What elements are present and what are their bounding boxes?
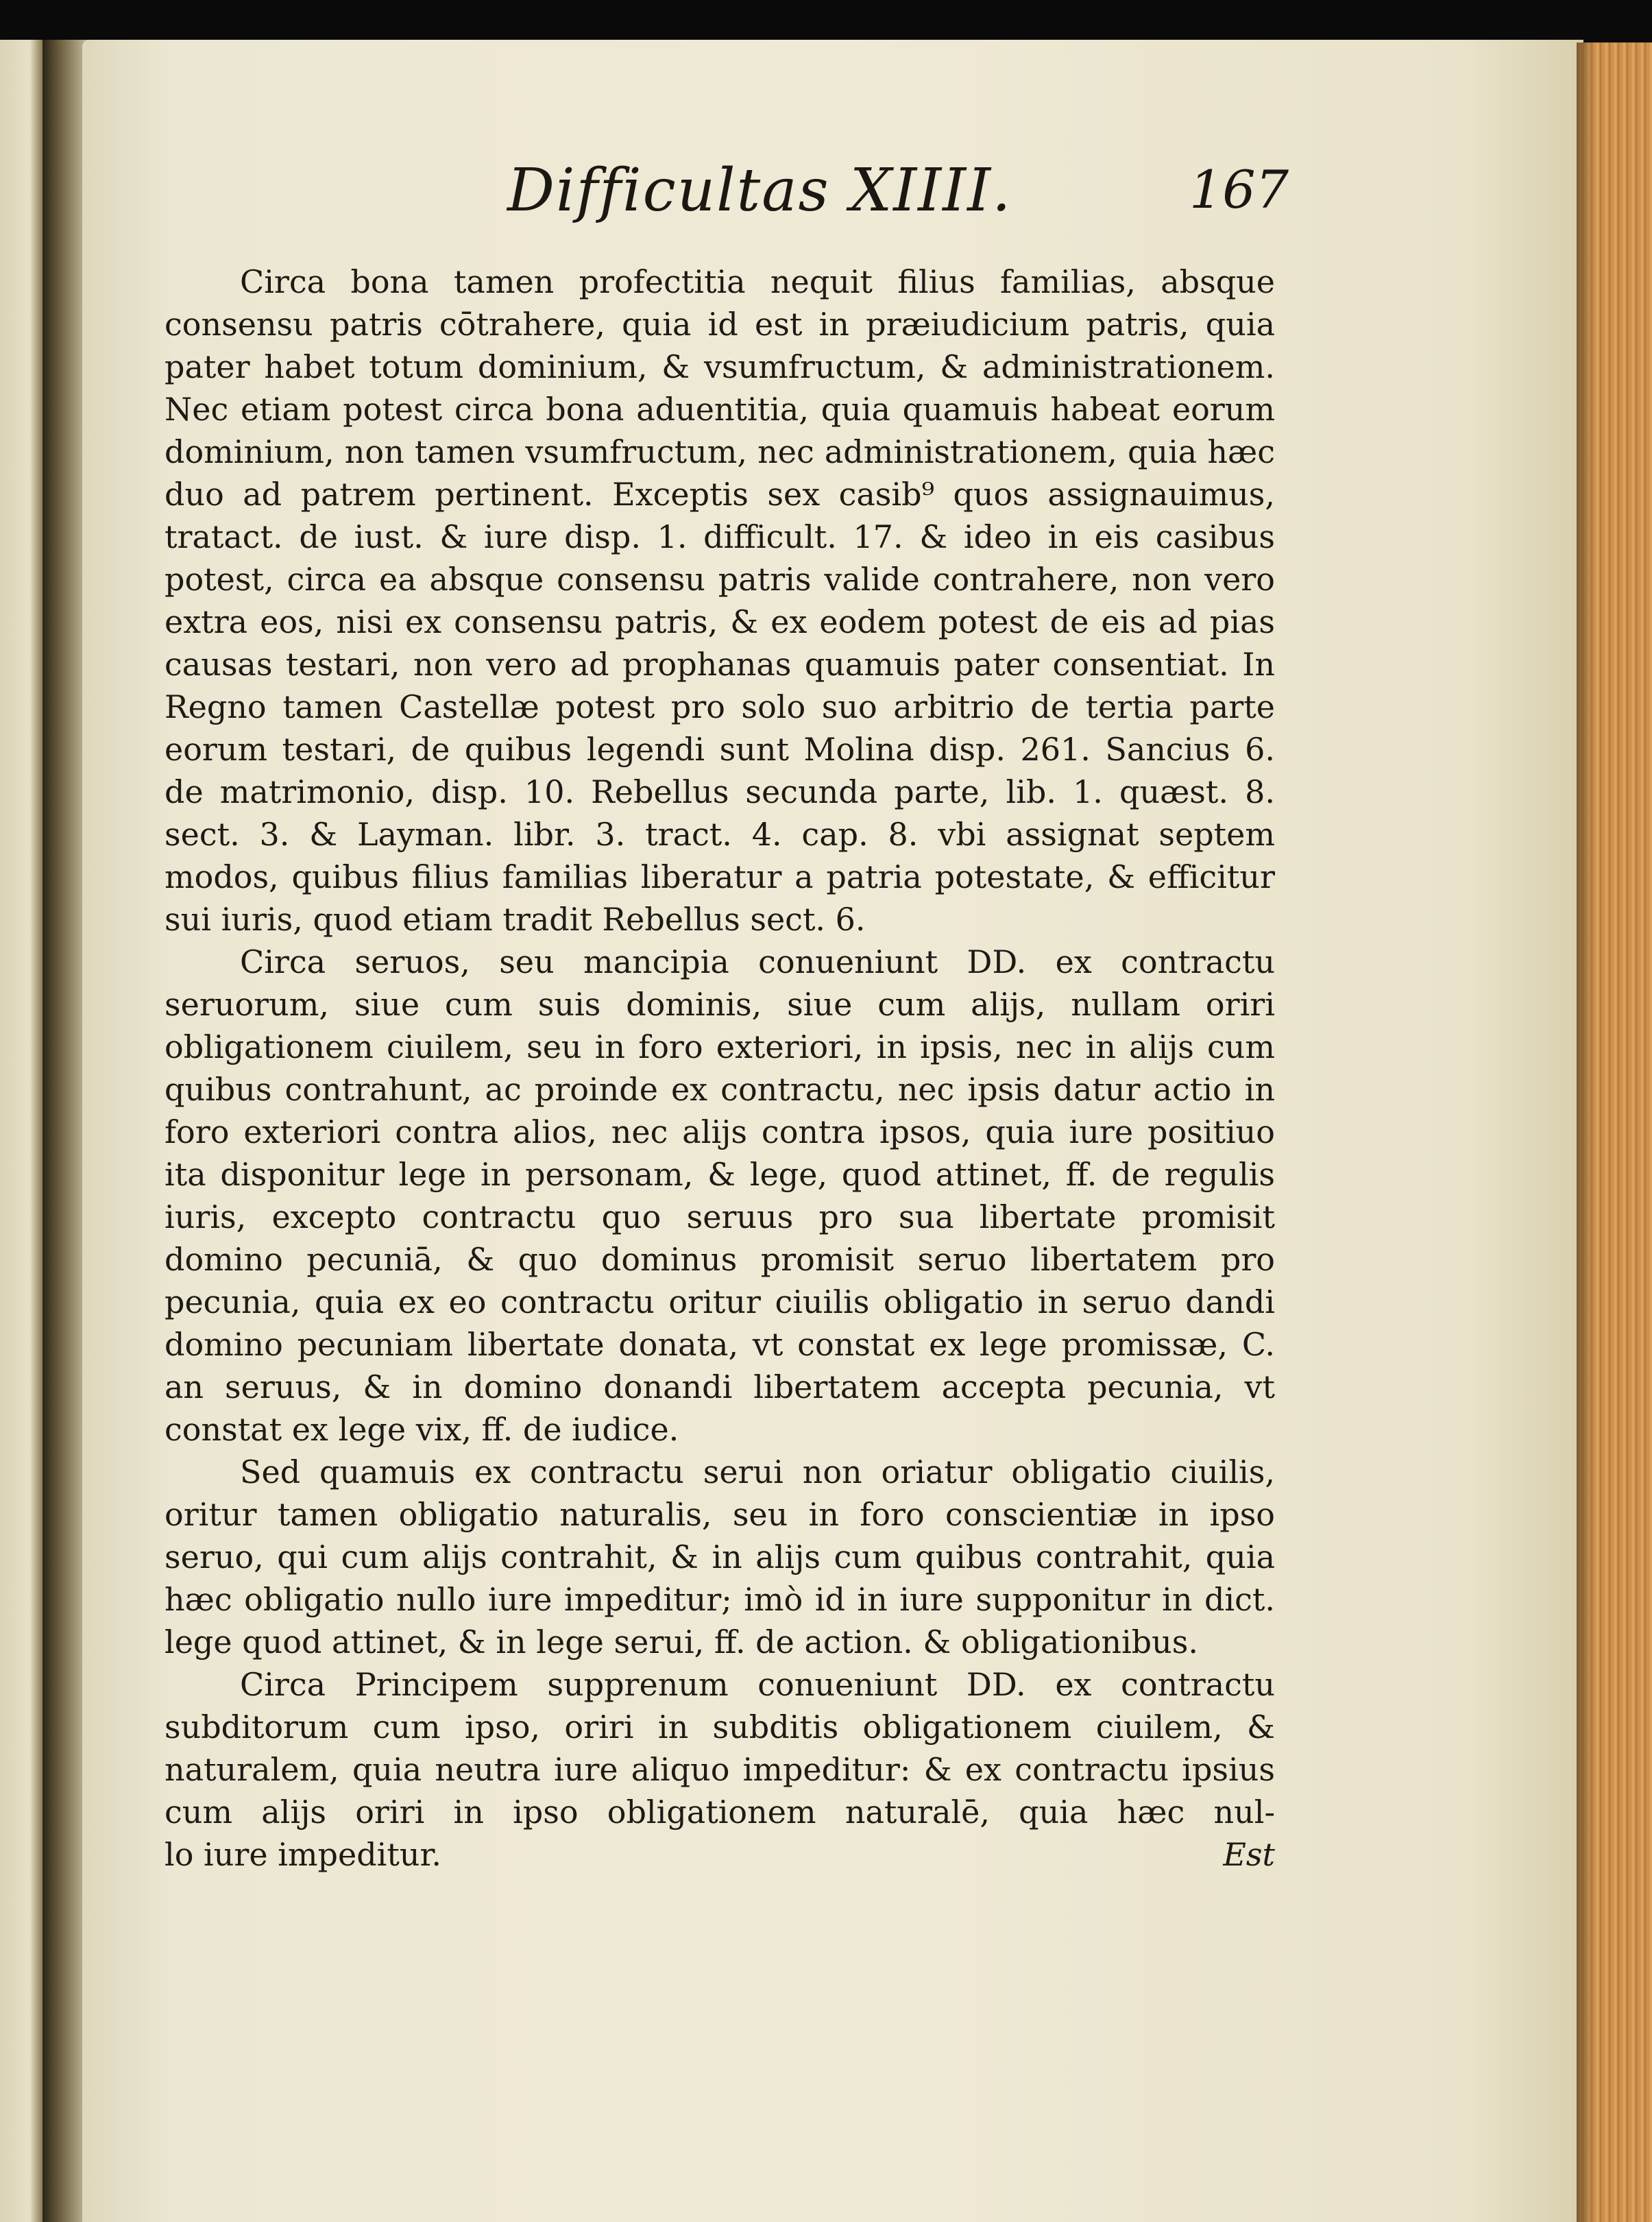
catchword: Est bbox=[1223, 1836, 1275, 1873]
page-header bbox=[507, 156, 1289, 239]
paragraph-serui: Circa seruos, seu mancipia conueniunt DD. ex contractu seruorum, siue cum suis dominis, siue cum alijs, nullam oriri obligationem ciuilem, seu in foro exteriori, in ipsis, nec in alijs cum quibus contrahunt, ac proinde ex contractu, nec ipsis datur actio in foro exteriori contra alios, nec alijs contra ipsos, quia iure positiuo ita disponitur lege in personam, & lege, quod attinet, ff. de regulis iuris, excepto contractu quo seruus pro sua libertate promisit domino pecuniā, & quo dominus promisit seruo libertatem pro pecunia, quia ex eo contractu oritur ciuilis obligatio in seruo dandi domino pecuniam libertate donata, vt constat ex lege promissæ, C. an seruus, & in domino donandi libertatem accepta pecunia, vt constat ex lege vix, ff. de iudice. bbox=[165, 943, 1275, 1448]
left-page-edge bbox=[0, 40, 42, 2222]
final-line bbox=[165, 1833, 1275, 1876]
page-edge-shadow bbox=[1577, 43, 1594, 2222]
final-line-text: lo iure impeditur. bbox=[165, 1836, 442, 1873]
page-number: 167 bbox=[1189, 159, 1289, 220]
running-title: Difficultas XIIII. bbox=[507, 156, 1012, 225]
paragraph-obligatio-naturalis: Sed quamuis ex contractu serui non oriatur obligatio ciuilis, oritur tamen obligatio naturalis, seu in foro conscientiæ in ipso seruo, qui cum alijs contrahit, & in alijs cum quibus contrahit, quia hæc obligatio nullo iure impeditur; imò id in iure supponitur in dict. lege quod attinet, & in lege serui, ff. de action. & obligationibus. bbox=[165, 1453, 1275, 1661]
body-text bbox=[165, 261, 1275, 1876]
paragraph-filius-familias: Circa bona tamen profectitia nequit filius familias, absque consensu patris cōtrahere, quia id est in præiudicium patris, quia pater habet totum dominium, & vsumfructum, & administrationem. Nec etiam potest circa bona aduentitia, quia quamuis habeat eorum dominium, non tamen vsumfructum, nec administrationem, quia hæc duo ad patrem pertinent. Exceptis sex casib⁹ quos assignauimus, tratact. de iust. & iure disp. 1. difficult. 17. & ideo in eis casibus potest, circa ea absque consensu patris valide contrahere, non vero extra eos, nisi ex consensu patris, & ex eodem potest de eis ad pias causas testari, non vero ad prophanas quamuis pater consentiat. In Regno tamen Castellæ potest pro solo suo arbitrio de tertia parte eorum testari, de quibus legendi sunt Molina disp. 261. Sancius 6. de matrimonio, disp. 10. Rebellus secunda parte, lib. 1. quæst. 8. sect. 3. & Layman. libr. 3. tract. 4. cap. 8. vbi assignat septem modos, quibus filius familias liberatur a patria potestate, & efficitur sui iuris, quod etiam tradit Rebellus sect. 6. bbox=[165, 263, 1275, 938]
paragraph-princeps: Circa Principem supprenum conueniunt DD. ex contractu subditorum cum ipso, oriri in subditis obligationem ciuilem, & naturalem, quia neutra iure aliquo impeditur: & ex contractu ipsius cum alijs oriri in ipso obligationem naturalē, quia hæc nul- bbox=[165, 1666, 1275, 1831]
